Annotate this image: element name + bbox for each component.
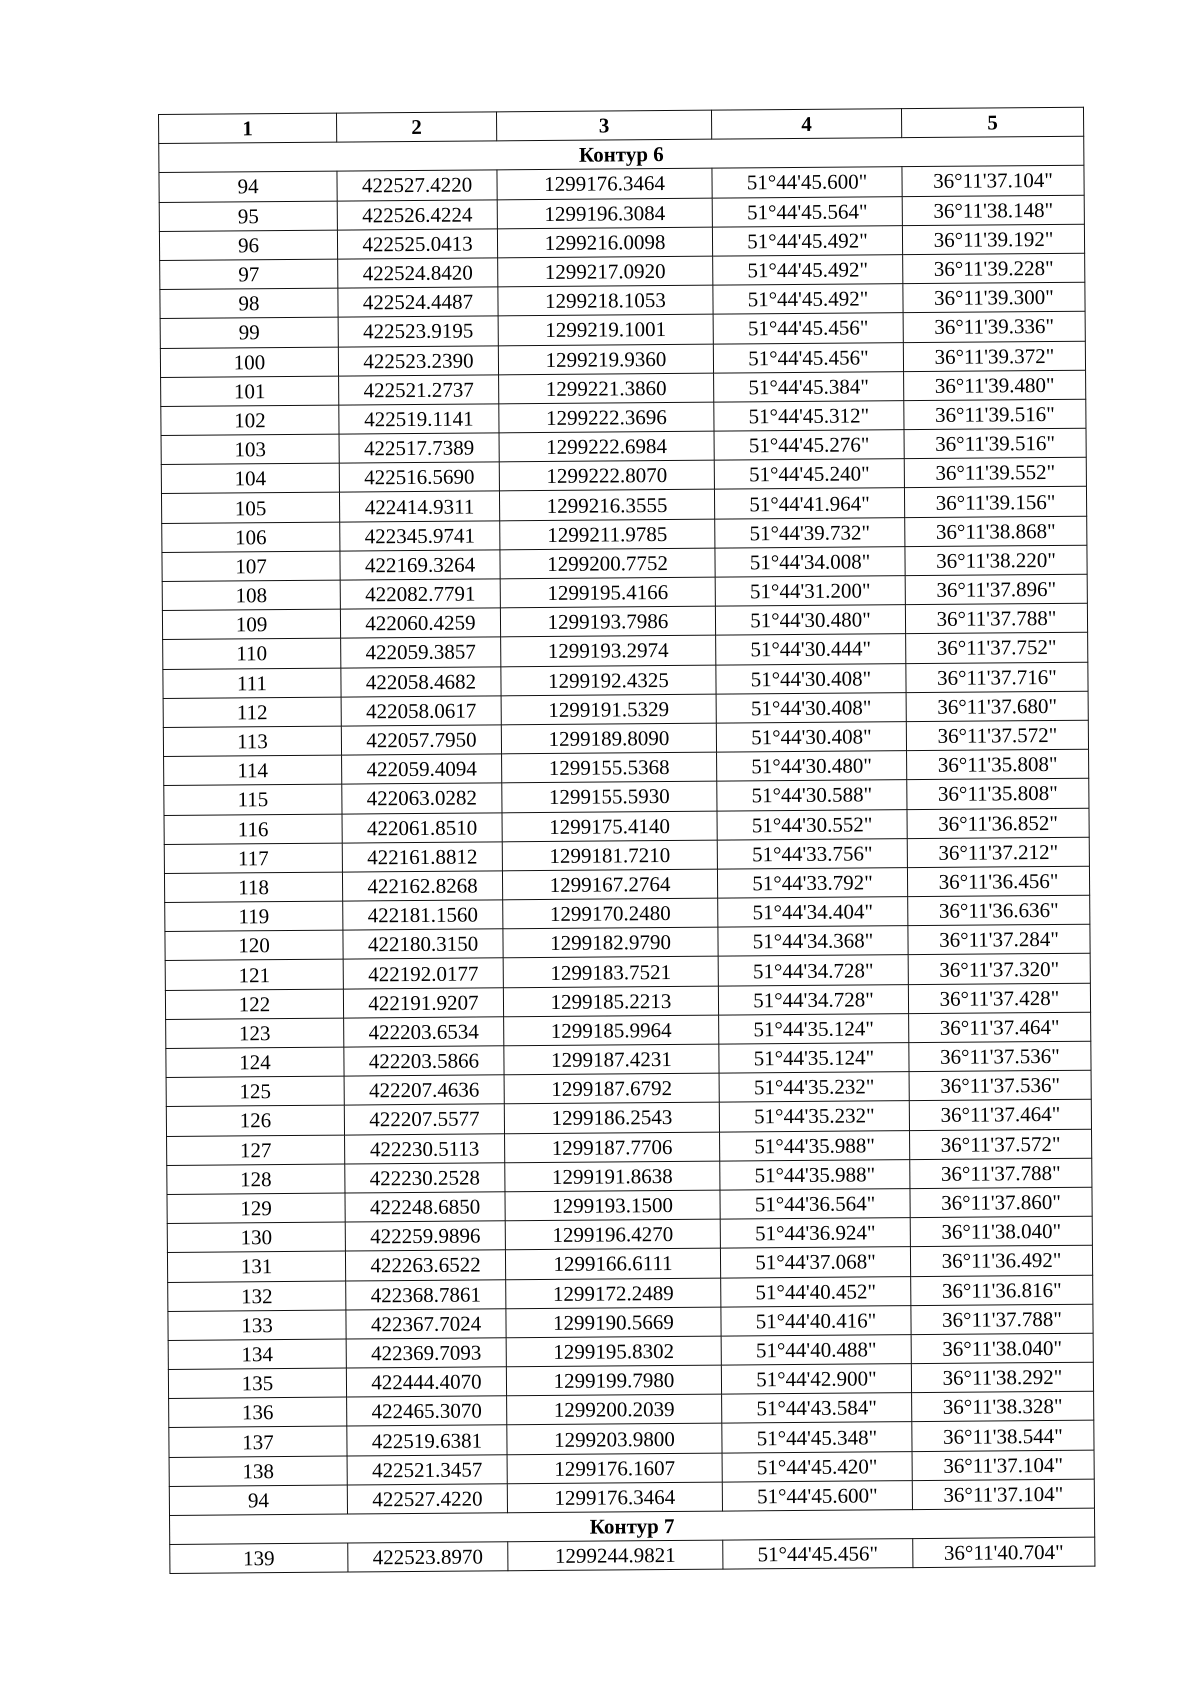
cell-y: 1299199.7980 <box>506 1365 721 1396</box>
cell-y: 1299181.7210 <box>502 840 717 871</box>
cell-y: 1299155.5930 <box>502 781 717 812</box>
cell-latitude: 51°44'45.348" <box>722 1422 912 1453</box>
cell-longitude: 36°11'38.292" <box>911 1362 1093 1393</box>
cell-longitude: 36°11'37.464" <box>909 1012 1091 1043</box>
cell-y: 1299195.8302 <box>506 1336 721 1367</box>
cell-y: 1299192.4325 <box>501 665 716 696</box>
cell-x: 422345.9741 <box>340 520 500 550</box>
cell-y: 1299222.6984 <box>499 431 714 462</box>
contour-title: Контур 7 <box>170 1508 1095 1544</box>
cell-longitude: 36°11'39.336" <box>903 312 1085 343</box>
cell-longitude: 36°11'37.104" <box>912 1479 1094 1510</box>
cell-point-number: 95 <box>159 201 337 232</box>
cell-longitude: 36°11'39.516" <box>904 428 1086 459</box>
cell-longitude: 36°11'37.428" <box>908 983 1090 1014</box>
cell-longitude: 36°11'38.220" <box>905 545 1087 576</box>
cell-latitude: 51°44'42.900" <box>721 1364 911 1395</box>
cell-y: 1299211.9785 <box>500 519 715 550</box>
cell-x: 422060.4259 <box>340 608 500 638</box>
cell-latitude: 51°44'34.728" <box>718 984 908 1015</box>
cell-latitude: 51°44'45.240" <box>714 459 904 490</box>
cell-x: 422368.7861 <box>346 1279 506 1309</box>
cell-longitude: 36°11'36.636" <box>908 895 1090 926</box>
cell-longitude: 36°11'37.572" <box>910 1129 1092 1160</box>
cell-latitude: 51°44'40.452" <box>721 1276 911 1307</box>
cell-x: 422523.9195 <box>338 316 498 346</box>
cell-x: 422161.8812 <box>342 842 502 872</box>
cell-y: 1299217.0920 <box>498 256 713 287</box>
cell-longitude: 36°11'37.896" <box>905 574 1087 605</box>
cell-point-number: 125 <box>166 1076 344 1107</box>
cell-x: 422414.9311 <box>339 491 499 521</box>
cell-longitude: 36°11'38.328" <box>912 1391 1094 1422</box>
cell-point-number: 113 <box>163 726 341 757</box>
cell-x: 422058.4682 <box>341 666 501 696</box>
cell-x: 422519.1141 <box>339 404 499 434</box>
cell-x: 422059.3857 <box>341 637 501 667</box>
cell-point-number: 111 <box>163 668 341 699</box>
cell-point-number: 139 <box>170 1543 348 1574</box>
cell-point-number: 130 <box>167 1222 345 1253</box>
cell-y: 1299190.5669 <box>506 1307 721 1338</box>
cell-latitude: 51°44'39.732" <box>715 517 905 548</box>
cell-x: 422524.4487 <box>338 287 498 317</box>
cell-point-number: 122 <box>165 989 343 1020</box>
cell-y: 1299155.5368 <box>502 752 717 783</box>
cell-latitude: 51°44'35.124" <box>719 1043 909 1074</box>
cell-latitude: 51°44'30.552" <box>717 809 907 840</box>
cell-longitude: 36°11'37.860" <box>910 1187 1092 1218</box>
cell-point-number: 99 <box>160 317 338 348</box>
cell-point-number: 138 <box>169 1456 347 1487</box>
cell-longitude: 36°11'36.816" <box>911 1275 1093 1306</box>
cell-y: 1299195.4166 <box>500 577 715 608</box>
header-cell-latitude: 4 <box>711 109 901 140</box>
cell-y: 1299196.4270 <box>505 1219 720 1250</box>
cell-longitude: 36°11'37.284" <box>908 924 1090 955</box>
cell-point-number: 102 <box>161 405 339 436</box>
cell-latitude: 51°44'30.588" <box>717 780 907 811</box>
cell-latitude: 51°44'45.492" <box>713 255 903 286</box>
cell-longitude: 36°11'37.320" <box>908 954 1090 985</box>
cell-point-number: 128 <box>167 1164 345 1195</box>
coordinates-document <box>158 107 1094 1575</box>
cell-x: 422517.7389 <box>339 433 499 463</box>
cell-longitude: 36°11'37.680" <box>906 691 1088 722</box>
cell-point-number: 129 <box>167 1193 345 1224</box>
cell-longitude: 36°11'39.552" <box>904 457 1086 488</box>
header-cell-x: 2 <box>336 112 496 142</box>
cell-latitude: 51°44'37.068" <box>720 1247 910 1278</box>
cell-point-number: 131 <box>167 1251 345 1282</box>
cell-y: 1299200.7752 <box>500 548 715 579</box>
cell-y: 1299189.8090 <box>501 723 716 754</box>
cell-y: 1299222.8070 <box>499 460 714 491</box>
cell-x: 422248.6850 <box>345 1192 505 1222</box>
cell-y: 1299193.7986 <box>500 606 715 637</box>
cell-longitude: 36°11'37.536" <box>909 1070 1091 1101</box>
cell-y: 1299176.3464 <box>507 1482 722 1513</box>
cell-point-number: 103 <box>161 434 339 465</box>
cell-longitude: 36°11'38.868" <box>905 516 1087 547</box>
cell-point-number: 137 <box>169 1426 347 1457</box>
cell-point-number: 126 <box>166 1105 344 1136</box>
cell-x: 422367.7024 <box>346 1308 506 1338</box>
cell-y: 1299193.2974 <box>501 636 716 667</box>
cell-longitude: 36°11'37.752" <box>906 633 1088 664</box>
cell-longitude: 36°11'39.516" <box>904 399 1086 430</box>
cell-y: 1299172.2489 <box>506 1278 721 1309</box>
cell-latitude: 51°44'45.312" <box>714 401 904 432</box>
cell-point-number: 108 <box>162 580 340 611</box>
cell-y: 1299186.2543 <box>504 1102 719 1133</box>
cell-point-number: 96 <box>159 230 337 261</box>
cell-latitude: 51°44'33.756" <box>717 838 907 869</box>
cell-x: 422369.7093 <box>346 1338 506 1368</box>
cell-point-number: 100 <box>160 347 338 378</box>
cell-y: 1299196.3084 <box>497 198 712 229</box>
cell-y: 1299175.4140 <box>502 811 717 842</box>
cell-latitude: 51°44'36.924" <box>720 1218 910 1249</box>
cell-latitude: 51°44'36.564" <box>720 1189 910 1220</box>
cell-latitude: 51°44'45.456" <box>723 1539 913 1570</box>
cell-y: 1299218.1053 <box>498 285 713 316</box>
cell-x: 422524.8420 <box>338 258 498 288</box>
cell-x: 422191.9207 <box>343 987 503 1017</box>
cell-x: 422203.6534 <box>344 1017 504 1047</box>
cell-latitude: 51°44'30.480" <box>715 605 905 636</box>
cell-longitude: 36°11'37.536" <box>909 1041 1091 1072</box>
cell-latitude: 51°44'45.564" <box>712 196 902 227</box>
cell-latitude: 51°44'45.456" <box>713 313 903 344</box>
cell-point-number: 101 <box>161 376 339 407</box>
cell-latitude: 51°44'35.232" <box>719 1072 909 1103</box>
cell-point-number: 133 <box>168 1310 346 1341</box>
cell-longitude: 36°11'35.808" <box>907 749 1089 780</box>
cell-longitude: 36°11'39.228" <box>903 253 1085 284</box>
cell-point-number: 136 <box>169 1397 347 1428</box>
cell-x: 422259.9896 <box>345 1221 505 1251</box>
cell-y: 1299187.4231 <box>504 1044 719 1075</box>
cell-longitude: 36°11'37.464" <box>909 1100 1091 1131</box>
cell-longitude: 36°11'36.456" <box>907 866 1089 897</box>
cell-latitude: 51°44'45.492" <box>713 284 903 315</box>
cell-y: 1299203.9800 <box>507 1424 722 1455</box>
coordinates-table <box>158 107 1095 1575</box>
cell-longitude: 36°11'35.808" <box>907 779 1089 810</box>
cell-y: 1299222.3696 <box>499 402 714 433</box>
cell-y: 1299187.6792 <box>504 1073 719 1104</box>
cell-point-number: 120 <box>165 930 343 961</box>
cell-latitude: 51°44'34.008" <box>715 546 905 577</box>
cell-longitude: 36°11'38.040" <box>911 1333 1093 1364</box>
cell-longitude: 36°11'37.104" <box>902 166 1084 197</box>
cell-y: 1299167.2764 <box>502 869 717 900</box>
cell-latitude: 51°44'40.416" <box>721 1305 911 1336</box>
cell-point-number: 109 <box>162 609 340 640</box>
cell-point-number: 116 <box>164 814 342 845</box>
cell-latitude: 51°44'41.964" <box>714 488 904 519</box>
cell-latitude: 51°44'33.792" <box>717 868 907 899</box>
cell-x: 422521.2737 <box>339 375 499 405</box>
header-cell-y: 3 <box>496 110 711 141</box>
cell-y: 1299176.1607 <box>507 1453 722 1484</box>
cell-point-number: 106 <box>162 522 340 553</box>
cell-x: 422465.3070 <box>347 1396 507 1426</box>
cell-longitude: 36°11'39.156" <box>904 487 1086 518</box>
cell-x: 422519.6381 <box>347 1425 507 1455</box>
cell-latitude: 51°44'43.584" <box>722 1393 912 1424</box>
cell-point-number: 97 <box>160 259 338 290</box>
cell-longitude: 36°11'37.572" <box>906 720 1088 751</box>
table-row <box>170 1537 1095 1573</box>
cell-point-number: 118 <box>164 872 342 903</box>
contour-title: Контур 6 <box>159 136 1084 172</box>
cell-x: 422207.5577 <box>344 1104 504 1134</box>
cell-y: 1299170.2480 <box>503 898 718 929</box>
cell-y: 1299244.9821 <box>508 1540 723 1571</box>
cell-longitude: 36°11'36.852" <box>907 808 1089 839</box>
cell-longitude: 36°11'38.544" <box>912 1421 1094 1452</box>
cell-longitude: 36°11'37.788" <box>911 1304 1093 1335</box>
cell-point-number: 124 <box>166 1047 344 1078</box>
cell-x: 422263.6522 <box>345 1250 505 1280</box>
cell-point-number: 115 <box>164 784 342 815</box>
cell-x: 422061.8510 <box>342 812 502 842</box>
cell-point-number: 94 <box>169 1485 347 1516</box>
cell-x: 422526.4224 <box>337 199 497 229</box>
cell-longitude: 36°11'37.104" <box>912 1450 1094 1481</box>
cell-point-number: 107 <box>162 551 340 582</box>
cell-latitude: 51°44'35.232" <box>719 1101 909 1132</box>
cell-y: 1299219.9360 <box>498 344 713 375</box>
cell-y: 1299185.9964 <box>504 1015 719 1046</box>
cell-latitude: 51°44'45.456" <box>713 342 903 373</box>
cell-latitude: 51°44'30.480" <box>717 751 907 782</box>
cell-y: 1299193.1500 <box>505 1190 720 1221</box>
cell-point-number: 132 <box>168 1281 346 1312</box>
cell-point-number: 135 <box>168 1368 346 1399</box>
cell-latitude: 51°44'45.276" <box>714 430 904 461</box>
cell-y: 1299191.8638 <box>505 1161 720 1192</box>
cell-y: 1299221.3860 <box>499 373 714 404</box>
header-cell-longitude: 5 <box>901 107 1083 138</box>
cell-longitude: 36°11'37.788" <box>910 1158 1092 1189</box>
cell-x: 422230.2528 <box>345 1163 505 1193</box>
cell-longitude: 36°11'40.704" <box>913 1537 1095 1568</box>
cell-y: 1299166.6111 <box>505 1248 720 1279</box>
cell-longitude: 36°11'37.788" <box>905 603 1087 634</box>
cell-latitude: 51°44'30.408" <box>716 692 906 723</box>
cell-x: 422521.3457 <box>347 1454 507 1484</box>
cell-point-number: 127 <box>167 1135 345 1166</box>
cell-longitude: 36°11'39.372" <box>903 341 1085 372</box>
cell-latitude: 51°44'34.404" <box>718 897 908 928</box>
cell-latitude: 51°44'30.408" <box>716 663 906 694</box>
cell-latitude: 51°44'35.988" <box>720 1159 910 1190</box>
cell-point-number: 123 <box>166 1018 344 1049</box>
cell-x: 422525.0413 <box>337 229 497 259</box>
cell-y: 1299182.9790 <box>503 927 718 958</box>
cell-latitude: 51°44'45.492" <box>712 225 902 256</box>
cell-x: 422207.4636 <box>344 1075 504 1105</box>
header-cell-point-number: 1 <box>159 113 337 144</box>
cell-point-number: 119 <box>165 901 343 932</box>
cell-y: 1299185.2213 <box>503 986 718 1017</box>
cell-y: 1299216.0098 <box>497 227 712 258</box>
cell-latitude: 51°44'31.200" <box>715 576 905 607</box>
cell-x: 422527.4220 <box>337 170 497 200</box>
cell-latitude: 51°44'35.124" <box>719 1013 909 1044</box>
cell-point-number: 114 <box>164 755 342 786</box>
cell-x: 422230.5113 <box>345 1133 505 1163</box>
cell-longitude: 36°11'39.192" <box>902 224 1084 255</box>
table-body <box>159 136 1095 1573</box>
cell-y: 1299219.1001 <box>498 314 713 345</box>
cell-latitude: 51°44'40.488" <box>721 1334 911 1365</box>
cell-latitude: 51°44'30.408" <box>716 722 906 753</box>
cell-point-number: 117 <box>164 843 342 874</box>
cell-longitude: 36°11'38.040" <box>910 1216 1092 1247</box>
cell-x: 422444.4070 <box>346 1367 506 1397</box>
cell-latitude: 51°44'34.368" <box>718 926 908 957</box>
cell-y: 1299176.3464 <box>497 169 712 200</box>
cell-x: 422523.8970 <box>348 1542 508 1572</box>
cell-y: 1299191.5329 <box>501 694 716 725</box>
cell-x: 422180.3150 <box>343 929 503 959</box>
cell-longitude: 36°11'37.716" <box>906 662 1088 693</box>
cell-latitude: 51°44'45.600" <box>722 1480 912 1511</box>
cell-x: 422162.8268 <box>342 871 502 901</box>
cell-point-number: 121 <box>165 960 343 991</box>
cell-x: 422057.7950 <box>341 725 501 755</box>
cell-point-number: 112 <box>163 697 341 728</box>
cell-x: 422516.5690 <box>339 462 499 492</box>
cell-y: 1299187.7706 <box>505 1132 720 1163</box>
cell-latitude: 51°44'45.384" <box>714 371 904 402</box>
cell-longitude: 36°11'38.148" <box>902 195 1084 226</box>
cell-latitude: 51°44'34.728" <box>718 955 908 986</box>
cell-longitude: 36°11'37.212" <box>907 837 1089 868</box>
cell-x: 422181.1560 <box>343 900 503 930</box>
cell-x: 422527.4220 <box>347 1484 507 1514</box>
cell-latitude: 51°44'45.420" <box>722 1451 912 1482</box>
cell-y: 1299216.3555 <box>499 490 714 521</box>
cell-longitude: 36°11'39.300" <box>903 282 1085 313</box>
cell-latitude: 51°44'30.444" <box>716 634 906 665</box>
cell-x: 422082.7791 <box>340 579 500 609</box>
cell-point-number: 110 <box>163 638 341 669</box>
cell-latitude: 51°44'35.988" <box>720 1130 910 1161</box>
cell-x: 422169.3264 <box>340 550 500 580</box>
cell-x: 422063.0282 <box>342 783 502 813</box>
cell-latitude: 51°44'45.600" <box>712 167 902 198</box>
cell-x: 422058.0617 <box>341 696 501 726</box>
cell-point-number: 104 <box>161 463 339 494</box>
cell-point-number: 105 <box>161 493 339 524</box>
cell-x: 422523.2390 <box>338 345 498 375</box>
cell-x: 422203.5866 <box>344 1046 504 1076</box>
cell-point-number: 94 <box>159 171 337 202</box>
cell-x: 422059.4094 <box>342 754 502 784</box>
cell-y: 1299183.7521 <box>503 957 718 988</box>
cell-point-number: 134 <box>168 1339 346 1370</box>
cell-x: 422192.0177 <box>343 958 503 988</box>
cell-longitude: 36°11'36.492" <box>910 1246 1092 1277</box>
cell-point-number: 98 <box>160 288 338 319</box>
cell-longitude: 36°11'39.480" <box>904 370 1086 401</box>
cell-y: 1299200.2039 <box>507 1394 722 1425</box>
